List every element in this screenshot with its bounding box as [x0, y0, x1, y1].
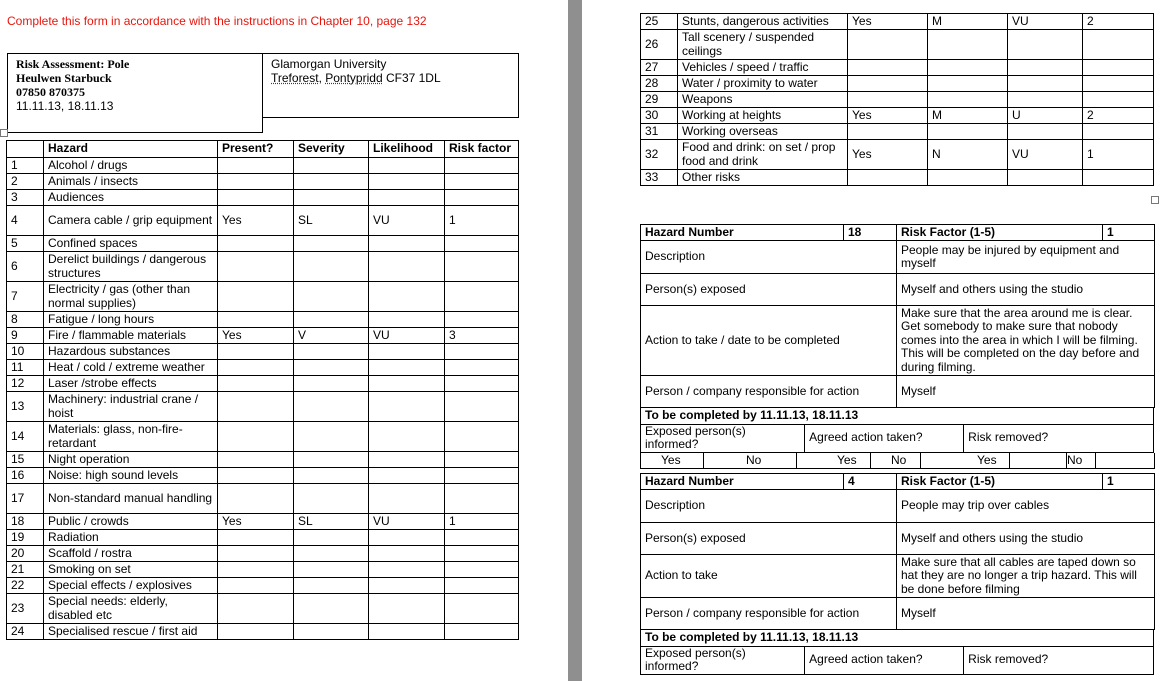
hazard-row — [641, 30, 1154, 60]
likelihood-value — [369, 624, 445, 640]
risk-factor-value: 1 — [1103, 225, 1155, 241]
hazard-table-continued — [640, 13, 1154, 186]
risk-factor-value — [445, 376, 519, 392]
hazard-name: Radiation — [44, 530, 218, 546]
likelihood-value: VU — [369, 206, 445, 236]
agreed-label: Agreed action taken? — [805, 646, 964, 674]
hazard-name: Non-standard manual handling — [44, 484, 218, 514]
present-value — [848, 92, 928, 108]
header-contact-box — [7, 53, 263, 133]
informed-yes[interactable]: Yes — [641, 453, 704, 469]
likelihood-value: VU — [369, 328, 445, 344]
hazard-row — [7, 514, 519, 530]
hazard-box-4 — [640, 473, 1154, 675]
agreed-label: Agreed action taken? — [805, 424, 964, 452]
hazard-name: Heat / cold / extreme weather — [44, 360, 218, 376]
col-hazard: Hazard — [44, 141, 218, 158]
hazard-name: Working at heights — [678, 108, 848, 124]
severity-value: M — [928, 108, 1008, 124]
hazard-row — [7, 530, 519, 546]
exposed-value: Myself and others using the studio — [897, 523, 1155, 555]
hazard-name: Tall scenery / suspended ceilings — [678, 30, 848, 60]
table-resize-handle[interactable] — [1151, 196, 1159, 204]
row-number: 6 — [7, 252, 44, 282]
hazard-row — [7, 484, 519, 514]
col-severity: Severity — [294, 141, 369, 158]
hazard-name: Machinery: industrial crane / hoist — [44, 392, 218, 422]
severity-value — [294, 312, 369, 328]
hazard-name: Vehicles / speed / traffic — [678, 60, 848, 76]
hazard-name: Scaffold / rostra — [44, 546, 218, 562]
hazard-row — [641, 140, 1154, 170]
severity-value — [294, 546, 369, 562]
hazard-number-value: 18 — [844, 225, 897, 241]
responsible-label: Person / company responsible for action — [641, 598, 897, 630]
hazard-row — [7, 392, 519, 422]
row-number: 17 — [7, 484, 44, 514]
hazard-name: Fire / flammable materials — [44, 328, 218, 344]
severity-value — [294, 158, 369, 174]
risk-factor-value — [445, 392, 519, 422]
present-value — [218, 468, 294, 484]
row-number: 32 — [641, 140, 678, 170]
exposed-label: Person(s) exposed — [641, 274, 897, 306]
severity-value — [294, 392, 369, 422]
row-number: 27 — [641, 60, 678, 76]
row-number: 15 — [7, 452, 44, 468]
col-likelihood: Likelihood — [369, 141, 445, 158]
severity-value: SL — [294, 206, 369, 236]
risk-factor-value: 2 — [1083, 108, 1154, 124]
row-number: 5 — [7, 236, 44, 252]
risk-factor-value — [445, 530, 519, 546]
risk-factor-value — [445, 252, 519, 282]
hazard-row — [7, 206, 519, 236]
likelihood-value — [369, 392, 445, 422]
severity-value — [294, 360, 369, 376]
hazard-row — [7, 312, 519, 328]
likelihood-value: U — [1008, 108, 1083, 124]
present-value — [218, 546, 294, 562]
likelihood-value — [369, 578, 445, 594]
right-page — [582, 0, 1167, 681]
severity-value — [294, 236, 369, 252]
present-value — [218, 312, 294, 328]
row-number: 26 — [641, 30, 678, 60]
hazard-name: Stunts, dangerous activities — [678, 14, 848, 30]
severity-value — [294, 594, 369, 624]
present-value: Yes — [848, 14, 928, 30]
present-value: Yes — [848, 140, 928, 170]
present-value — [848, 124, 928, 140]
header-address-box — [262, 53, 519, 118]
likelihood-value: VU — [1008, 14, 1083, 30]
row-number: 30 — [641, 108, 678, 124]
row-number: 28 — [641, 76, 678, 92]
severity-value — [294, 190, 369, 206]
hazard-name: Working overseas — [678, 124, 848, 140]
present-value — [218, 624, 294, 640]
severity-value — [928, 76, 1008, 92]
hazard-row — [641, 76, 1154, 92]
risk-factor-label: Risk Factor (1-5) — [897, 474, 1103, 490]
instruction-text: Complete this form in accordance with the instructions in Chapter 10, page 132 — [7, 14, 427, 28]
hazard-row — [7, 624, 519, 640]
hazard-row — [7, 328, 519, 344]
severity-value: V — [294, 328, 369, 344]
severity-value — [294, 282, 369, 312]
severity-value — [294, 452, 369, 468]
hazard-row — [7, 422, 519, 452]
likelihood-value — [369, 422, 445, 452]
hazard-name: Specialised rescue / first aid — [44, 624, 218, 640]
row-number: 19 — [7, 530, 44, 546]
severity-value — [294, 562, 369, 578]
completed-by: To be completed by 11.11.13, 18.11.13 — [641, 630, 1154, 646]
likelihood-value — [1008, 92, 1083, 108]
row-number: 18 — [7, 514, 44, 530]
likelihood-value — [369, 546, 445, 562]
risk-factor-value — [1083, 170, 1154, 186]
present-value — [218, 484, 294, 514]
hazard-name: Smoking on set — [44, 562, 218, 578]
likelihood-value — [1008, 60, 1083, 76]
row-number: 20 — [7, 546, 44, 562]
page-gutter — [568, 0, 582, 681]
exposed-value: Myself and others using the studio — [897, 274, 1155, 306]
hazard-name: Special effects / explosives — [44, 578, 218, 594]
risk-factor-value: 1 — [1083, 140, 1154, 170]
risk-factor-value: 2 — [1083, 14, 1154, 30]
risk-factor-value — [445, 344, 519, 360]
row-number: 8 — [7, 312, 44, 328]
likelihood-value — [369, 236, 445, 252]
header-phone: 07850 870375 — [16, 85, 85, 99]
header-title: Risk Assessment: Pole — [16, 57, 130, 71]
risk-factor-value — [445, 578, 519, 594]
row-number: 24 — [7, 624, 44, 640]
risk-factor-value — [445, 236, 519, 252]
completed-by: To be completed by 11.11.13, 18.11.13 — [641, 408, 1154, 424]
present-value — [218, 578, 294, 594]
risk-factor-value — [445, 422, 519, 452]
removed-yes[interactable]: Yes — [921, 453, 1010, 469]
likelihood-value — [1008, 76, 1083, 92]
severity-value — [294, 484, 369, 514]
risk-factor-value — [1083, 92, 1154, 108]
agreed-no[interactable]: No — [871, 453, 921, 469]
header-name: Heulwen Starbuck — [16, 71, 112, 85]
row-number: 33 — [641, 170, 678, 186]
hazard-name: Electricity / gas (other than normal supplies) — [44, 282, 218, 312]
hazard-name: Public / crowds — [44, 514, 218, 530]
hazard-row — [641, 170, 1154, 186]
hazard-number-value: 4 — [844, 474, 897, 490]
present-value — [848, 170, 928, 186]
row-number: 3 — [7, 190, 44, 206]
likelihood-value — [369, 484, 445, 514]
likelihood-value — [369, 452, 445, 468]
severity-value — [928, 30, 1008, 60]
hazard-table-header — [7, 141, 519, 158]
likelihood-value — [369, 594, 445, 624]
present-value — [218, 530, 294, 546]
row-number: 7 — [7, 282, 44, 312]
hazard-name: Animals / insects — [44, 174, 218, 190]
description-label: Description — [641, 490, 897, 523]
hazard-row — [641, 14, 1154, 30]
likelihood-value — [369, 252, 445, 282]
severity-value: SL — [294, 514, 369, 530]
row-number: 29 — [641, 92, 678, 108]
risk-factor-value — [445, 452, 519, 468]
present-value — [848, 60, 928, 76]
removed-label: Risk removed? — [964, 424, 1154, 452]
removed-label: Risk removed? — [964, 646, 1154, 674]
row-number: 12 — [7, 376, 44, 392]
row-number: 10 — [7, 344, 44, 360]
risk-factor-value — [445, 468, 519, 484]
table-move-handle[interactable] — [0, 129, 8, 137]
risk-factor-value: 3 — [445, 328, 519, 344]
present-value — [218, 452, 294, 468]
risk-factor-value — [445, 360, 519, 376]
row-number: 1 — [7, 158, 44, 174]
present-value — [848, 76, 928, 92]
present-value — [218, 282, 294, 312]
present-value — [218, 252, 294, 282]
risk-factor-value: 1 — [445, 514, 519, 530]
row-number: 31 — [641, 124, 678, 140]
risk-factor-value — [445, 312, 519, 328]
likelihood-value — [369, 562, 445, 578]
likelihood-value — [1008, 124, 1083, 140]
risk-factor-value — [445, 190, 519, 206]
risk-factor-label: Risk Factor (1-5) — [897, 225, 1103, 241]
responsible-value: Myself — [897, 376, 1155, 408]
row-number: 13 — [7, 392, 44, 422]
row-number: 2 — [7, 174, 44, 190]
hazard-row — [7, 376, 519, 392]
header-institution: Glamorgan University — [271, 57, 387, 71]
hazard-name: Special needs: elderly, disabled etc — [44, 594, 218, 624]
severity-value — [294, 344, 369, 360]
hazard-row — [7, 468, 519, 484]
present-value: Yes — [218, 328, 294, 344]
risk-factor-value: 1 — [1103, 474, 1155, 490]
hazard-number-label: Hazard Number — [641, 474, 844, 490]
likelihood-value — [1008, 170, 1083, 186]
hazard-row — [7, 236, 519, 252]
hazard-row — [7, 562, 519, 578]
likelihood-value — [369, 344, 445, 360]
row-number: 14 — [7, 422, 44, 452]
agreed-yes[interactable]: Yes — [797, 453, 871, 469]
hazard-name: Other risks — [678, 170, 848, 186]
present-value — [218, 392, 294, 422]
present-value: Yes — [218, 206, 294, 236]
present-value — [218, 376, 294, 392]
hazard-name: Confined spaces — [44, 236, 218, 252]
action-value: Make sure that the area around me is clear. Get somebody to make sure that nobody comes into the area in which I will be filming. This will be completed on the day before and during filming. — [897, 306, 1155, 376]
present-value — [848, 30, 928, 60]
hazard-row — [641, 60, 1154, 76]
severity-value — [294, 376, 369, 392]
hazard-row — [7, 252, 519, 282]
likelihood-value: VU — [369, 514, 445, 530]
present-value: Yes — [218, 514, 294, 530]
risk-factor-value — [445, 282, 519, 312]
risk-factor-value — [445, 594, 519, 624]
responsible-value: Myself — [897, 598, 1155, 630]
likelihood-value — [369, 158, 445, 174]
hazard-name: Water / proximity to water — [678, 76, 848, 92]
col-risk-factor: Risk factor — [445, 141, 519, 158]
row-number: 25 — [641, 14, 678, 30]
present-value — [218, 422, 294, 452]
present-value — [218, 344, 294, 360]
hazard-box-18 — [640, 224, 1154, 469]
hazard-row — [7, 578, 519, 594]
hazard-row — [7, 360, 519, 376]
severity-value — [928, 170, 1008, 186]
hazard-name: Night operation — [44, 452, 218, 468]
description-label: Description — [641, 241, 897, 274]
severity-value — [294, 624, 369, 640]
row-number: 11 — [7, 360, 44, 376]
severity-value — [294, 468, 369, 484]
severity-value — [294, 174, 369, 190]
action-value: Make sure that all cables are taped down so hat they are no longer a trip hazard. This will be done before filming — [897, 555, 1155, 598]
severity-value: M — [928, 14, 1008, 30]
hazard-row — [7, 190, 519, 206]
hazard-table — [6, 140, 519, 640]
likelihood-value — [369, 468, 445, 484]
row-number: 9 — [7, 328, 44, 344]
header-address: Treforest, Pontypridd CF37 1DL — [271, 71, 441, 85]
likelihood-value — [369, 530, 445, 546]
likelihood-value — [369, 174, 445, 190]
hazard-number-label: Hazard Number — [641, 225, 844, 241]
severity-value — [294, 422, 369, 452]
likelihood-value — [369, 376, 445, 392]
risk-factor-value — [1083, 76, 1154, 92]
col-present: Present? — [218, 141, 294, 158]
risk-factor-value — [1083, 30, 1154, 60]
hazard-name: Fatigue / long hours — [44, 312, 218, 328]
hazard-name: Derelict buildings / dangerous structures — [44, 252, 218, 282]
hazard-row — [7, 594, 519, 624]
row-number: 16 — [7, 468, 44, 484]
present-value — [218, 594, 294, 624]
hazard-row — [7, 344, 519, 360]
informed-label: Exposed person(s) informed? — [641, 646, 805, 674]
severity-value: N — [928, 140, 1008, 170]
responsible-label: Person / company responsible for action — [641, 376, 897, 408]
present-value — [218, 236, 294, 252]
hazard-name: Alcohol / drugs — [44, 158, 218, 174]
present-value — [218, 562, 294, 578]
risk-factor-value — [445, 484, 519, 514]
present-value — [218, 190, 294, 206]
likelihood-value: VU — [1008, 140, 1083, 170]
exposed-label: Person(s) exposed — [641, 523, 897, 555]
likelihood-value — [369, 190, 445, 206]
hazard-name: Materials: glass, non-fire-retardant — [44, 422, 218, 452]
risk-factor-value — [445, 174, 519, 190]
hazard-name: Camera cable / grip equipment — [44, 206, 218, 236]
present-value: Yes — [848, 108, 928, 124]
row-number: 22 — [7, 578, 44, 594]
risk-factor-value — [1083, 60, 1154, 76]
risk-factor-value — [1083, 124, 1154, 140]
hazard-row — [641, 92, 1154, 108]
present-value — [218, 360, 294, 376]
hazard-name: Audiences — [44, 190, 218, 206]
severity-value — [294, 252, 369, 282]
hazard-name: Noise: high sound levels — [44, 468, 218, 484]
informed-no[interactable]: No — [704, 453, 797, 469]
left-page — [0, 0, 568, 681]
row-number: 4 — [7, 206, 44, 236]
severity-value — [294, 578, 369, 594]
present-value — [218, 174, 294, 190]
likelihood-value — [369, 282, 445, 312]
severity-value — [928, 92, 1008, 108]
header-dates: 11.11.13, 18.11.13 — [16, 99, 114, 113]
informed-label: Exposed person(s) informed? — [641, 424, 805, 452]
row-number: 23 — [7, 594, 44, 624]
description-value: People may be injured by equipment and myself — [897, 241, 1155, 274]
hazard-name: Hazardous substances — [44, 344, 218, 360]
severity-value — [928, 60, 1008, 76]
likelihood-value — [369, 312, 445, 328]
likelihood-value — [1008, 30, 1083, 60]
hazard-name: Food and drink: on set / prop food and drink — [678, 140, 848, 170]
risk-factor-value — [445, 562, 519, 578]
hazard-row — [7, 282, 519, 312]
hazard-row — [7, 452, 519, 468]
action-label: Action to take — [641, 555, 897, 598]
hazard-row — [641, 124, 1154, 140]
row-number: 21 — [7, 562, 44, 578]
hazard-name: Laser /strobe effects — [44, 376, 218, 392]
severity-value — [294, 530, 369, 546]
risk-factor-value — [445, 546, 519, 562]
hazard-row — [7, 174, 519, 190]
hazard-name: Weapons — [678, 92, 848, 108]
severity-value — [928, 124, 1008, 140]
description-value: People may trip over cables — [897, 490, 1155, 523]
likelihood-value — [369, 360, 445, 376]
hazard-row — [641, 108, 1154, 124]
risk-factor-value — [445, 158, 519, 174]
risk-factor-value: 1 — [445, 206, 519, 236]
present-value — [218, 158, 294, 174]
action-label: Action to take / date to be completed — [641, 306, 897, 376]
removed-no[interactable]: No — [1067, 453, 1096, 469]
risk-factor-value — [445, 624, 519, 640]
hazard-row — [7, 546, 519, 562]
hazard-row — [7, 158, 519, 174]
